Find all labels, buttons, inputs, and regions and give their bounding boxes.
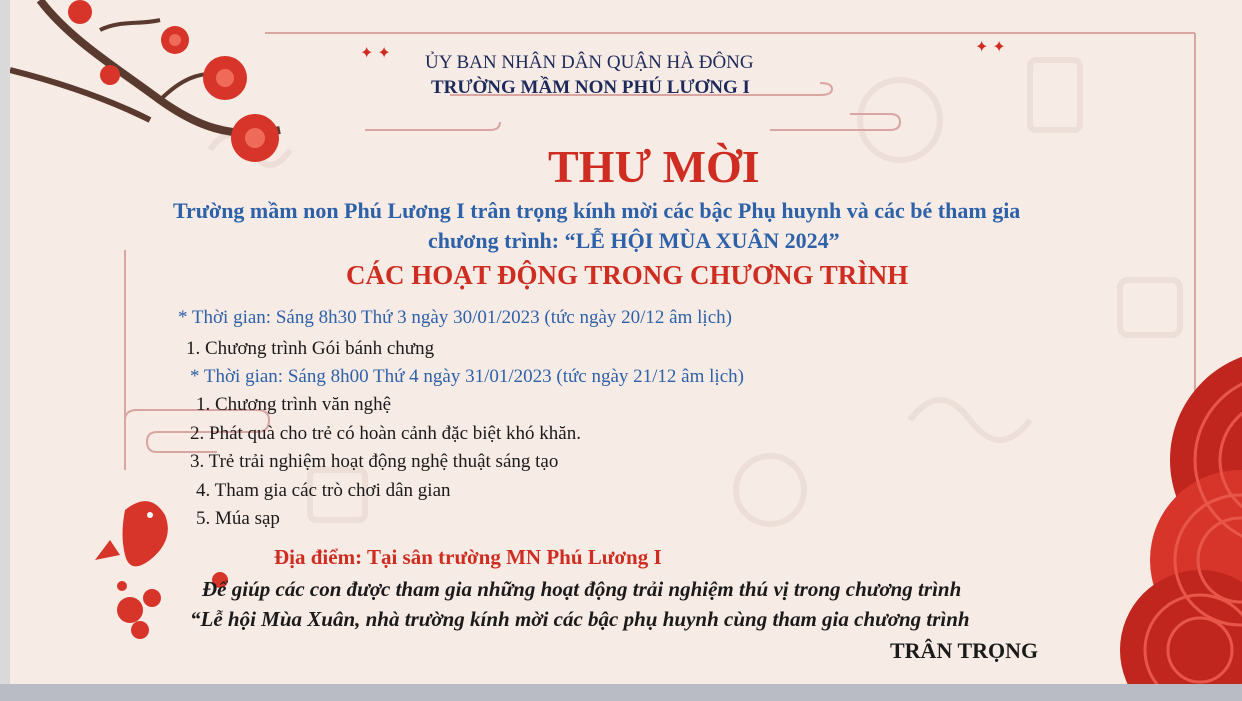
signoff: TRÂN TRỌNG [890,638,1039,663]
header-school: TRƯỜNG MẦM NON PHÚ LƯƠNG I [431,77,750,98]
invitation-card [10,0,1242,684]
svg-text:✦ ✦: ✦ ✦ [975,39,1006,56]
activities-heading: CÁC HOẠT ĐỘNG TRONG CHƯƠNG TRÌNH [346,260,909,290]
session-1-item-1: 1. Chương trình Gói bánh chưng [186,338,435,359]
closing-line-1: Để giúp các con được tham gia những hoạt động trải nghiệm thú vị trong chương trình [202,577,962,601]
page-title: THƯ MỜI [548,141,760,192]
closing-line-2: “Lễ hội Mùa Xuân, nhà trường kính mời các bậc phụ huynh cùng tham gia chương trình [190,607,970,631]
header-authority: ỦY BAN NHÂN DÂN QUẬN HÀ ĐÔNG [425,52,754,73]
session-2-item-5: 5. Múa sạp [196,508,280,529]
session-2-item-3: 3. Trẻ trải nghiệm hoạt động nghệ thuật sáng tạo [190,451,559,472]
session-2-item-4: 4. Tham gia các trò chơi dân gian [196,480,451,501]
location: Địa điểm: Tại sân trường MN Phú Lương I [274,545,662,569]
screen-bottom-strip [0,684,1242,701]
invitation-line-1: Trường mầm non Phú Lương I trân trọng kính mời các bậc Phụ huynh và các bé tham gia [173,198,1021,223]
session-2-item-1: 1. Chương trình văn nghệ [196,394,392,415]
screen-left-edge [0,0,10,684]
svg-text:✦ ✦: ✦ ✦ [360,45,391,62]
session-2-time: * Thời gian: Sáng 8h00 Thứ 4 ngày 31/01/2023 (tức ngày 21/12 âm lịch) [190,366,744,387]
invitation-line-2: chương trình: “LỄ HỘI MÙA XUÂN 2024” [428,228,840,253]
session-1-time: * Thời gian: Sáng 8h30 Thứ 3 ngày 30/01/2023 (tức ngày 20/12 âm lịch) [178,307,732,328]
session-2-item-2: 2. Phát quà cho trẻ có hoàn cảnh đặc biệt khó khăn. [190,423,581,444]
